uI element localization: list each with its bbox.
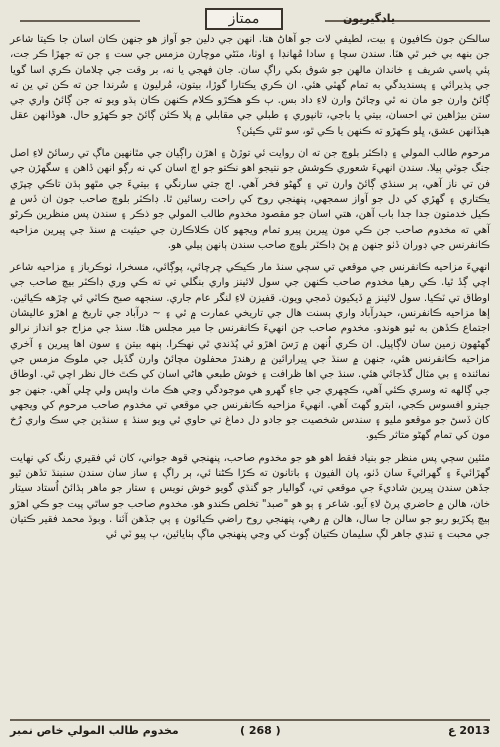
article-body [10, 32, 490, 550]
paragraph-4: مٿئين سڄي پس منظر جو بنياد فقط اهو هو جو مخدوم صاحب، پنهنجي قوھ جواني، کان ئي فقيري رنگ کي نهايت گهڙائيءَ ۽ گهرائيءَ سان ڏٺو، پان الفيون ۽ باتانون ته ڪڙا ڪڻنا ئي، ٻر راڳ ۽ ساز سان سندن سنبنڌ تڏهن ٿيو جڏهن سندن ڀيرين شاديءَ جي موقعي تي، گواليار جو گنڌي گويو خوش نويس ۽ ستار جو ماهر ٻڌائڻ اُستاد سيتار خان، هالن ۾ حاضري پرڻ لاءِ آيو. شاعر ۽ ٻو هو "صبد" تخلص ڪندو هو. مخدوم صاحب جو ساٿي پيت جو ڪي اهڙو ٻيچ پکڙيو ربو جو سالن جا سال، هالن ۾ رهي، پنهنجي روح راضي ڪيائون ۽ ٻي جڏهن آئنا . وبوڌ محمد فقير ڪتيان جي محبت ۽ تنڊي جاهر لڳ سليمان ڪتيان ڳوٺ کي وڃي پنهنجي ماڳ ٻنايائين، ٻ پيو ٽي ئي [10, 452, 490, 541]
header-rule-left [20, 20, 140, 22]
footer-rule [10, 719, 490, 721]
footer-journal-title: مخدوم طالب المولي خاص نمبر [10, 724, 179, 737]
paragraph-2: مرحوم طالب المولي ۽ ڊاڪٽر بلوچ جن ته ان روايت ئي توڙڻ ۽ اهڙن راڳيان جي مٿانهين ماڳ تي رسائڻ لاءِ اصل جنگ جوٽي ٻيلا. سندن انهيءَ شعوري ڪوشش جو نتيجو اهو نڪتو جو اڄ اسان کي نه رڳو انهن ڏاهن ۽ سگهڙن جي فن تي ناز آهي، ٻر سنڌي ڳائڻ وارن تي ۽ گهڻو فخر آهي. اڄ جتي سارنگي ۽ بيتيءَ جي مٿهو ٻڌن تاڪي چپڙي يڪتاري ۽ گهڙي کي دل جو آواز سمجهي، پنهنجي روح کي راحت رسائين ٿا. ڊاڪٽر بلوچ صاحب جون ان ڏس ۾ ڪيل خدمتون جدا جدا باب آهن، هتي اسان جو مقصود مخدوم طالب المولي جو ذڪر ۽ سندن پس منظرين ڪرڻو آهي ته مخدوم صاحب جن ڪي مون ڀيرين پيرو تمام ويجهو کان ڪلاڪارن جي حيثيت ۾ سنڌ جي ڀيرين مزاحيه ڪانفرنس جي ڊوران ڏٺو جنهن ۾ پڻ ڊاڪٽر بلوچ صاحب سندن ٻانهن ٻيلي هو. [10, 148, 490, 251]
footer-year: 2013 ع [448, 724, 490, 737]
paragraph-1: سالڪن جون ڪافيون ۽ بيت، لطيفي لات جو آهاڻ هتا. انهن جي دلين جو آواز هو جنهن ڪان اسان جا ڪيتا شاعر جن بنهه بي خبر ٿي هٽا. سندن سچا ۽ سادا مُهانڊا ۽ اوٺا، مٽڻي موچارن مزمس جي ست ۽ جن ته جهڙا ڪر جت، پئي پاسي شريف ۽ خاندان مالهن جو شوق بکي راڳ سان. جان فهجي يا نه، بر وقت جي چلامان ڪري اسا گويا جي پذيرائي ۽ پسنديدگي به تمام گهٽي هئي. ان ڪري يڪتارا گوڙا، بيتون، مُرليون ۽ سُرندا جن ته ڪن تي ين ته ڳائڻ وارن جو مان نه ٿي وڃائڻ وارن لاءِ داد بس. ٻ ڪو هڪڙو ڪلام ڪنهن ڪان ٻڌو ويو ته جن ڳائڻ واري جي ستن بيژاهين تي احسان، بيتي يا باجي، تانپوري ۽ طبلي جي مقابلي ۾ پلا ڪئن ڳائڻ جو ڪهڙو حال. هوڏانهن عقل هيڏانهن عشق، ڀلو ڪهڙو ته ڪنهن يا ڪي ٿو، سو ٿئي ڪيئن؟ [10, 34, 490, 137]
header-title: ممتاز [228, 11, 260, 27]
page-footer [10, 719, 490, 741]
section-label: يادگيريون [342, 12, 395, 25]
paragraph-3: انهيءَ مزاحيه ڪانفرنس جي موقعي تي سڄي سنڌ مار ڪيڪي چرچائي، پوڳائي، مسخرا، ٺوڪرباز ۽ مزاحيه شاعر اچي ڳڏ ٿيا. ڪي رهيا مخدوم صاحب ڪنهن جي سول لائينز واري بنگلي تي ته ڪي وري ڊاڪٽر بيچ صاحب جي اوطاق تي ٽڪيا. سول لائينز ۾ ڏيکيون ڏمجي ويون. قفيزن لاءِ لنگر عام جاري. سنجهه صبح ڪاٽي ئي چڙهه ڪيائين. إها مزاحيه ڪانفرنس، حيدرآباد واري ٻسنت هال جي تاريخي عمارت ۾ ٿي ۽ ~ درآباد جي تاريخ ۾ اهڙو عاليشان اجتماع ڪڏهن به ٿيو هوندو. مخدوم صاحب جن انهيءَ ڪانفرنس جا مير مجلس هئا. سنڌ جي مزاح جو انداز نرالو گهڻهون زمين سان لاڳاپيل. ان ڪري اُنهن ۾ رَسَ اهڙو ئي پُڌندي ٿي نهڪرا. ٻنهه بيتن ۽ سون اها ڀيرين ۽ آخري مزاحيه ڪانفرنس هئي، جنهن ۾ سنڌ جي ڀيرارائين ۾ رهندڙ محفلون مچائڻ وارن گڏيل جي ملوڪ مزمس جي نمائنده ۽ بي مثال گڏجائي هئي. سنڌ جي اها ظرافت ۽ خوش طبعي هاڻي اسان کي ڪٿ خال نظر اچي ٿي. اوطاق جي ڳالهه ته وسري ڪئي آهي، ڪچهري جي جاءِ گهرو هي موجودگي وڃي هڪ ماٺ واپس ولي ڇلي آهي. جنهن جو جيترو افسوس ڪجي، ابترو گهٽ آهي. انهيءَ مزاحيه ڪانفرنس جي موقعي تي مخدوم صاحب مرحوم کي ويجهي کان ڏسڻ جو موقعو مليو ۽ سندس شخصيت جو جادو دل دماغ تي حاوي ٿي ويو سنڌ ۽ سنڌين جي سڪ واري رُخ مون کي تمام گهڻو متاثر ڪيو. [10, 262, 490, 442]
page-number: ( 268 ) [240, 724, 281, 737]
header-title-box [205, 8, 283, 30]
page-header [10, 8, 490, 34]
